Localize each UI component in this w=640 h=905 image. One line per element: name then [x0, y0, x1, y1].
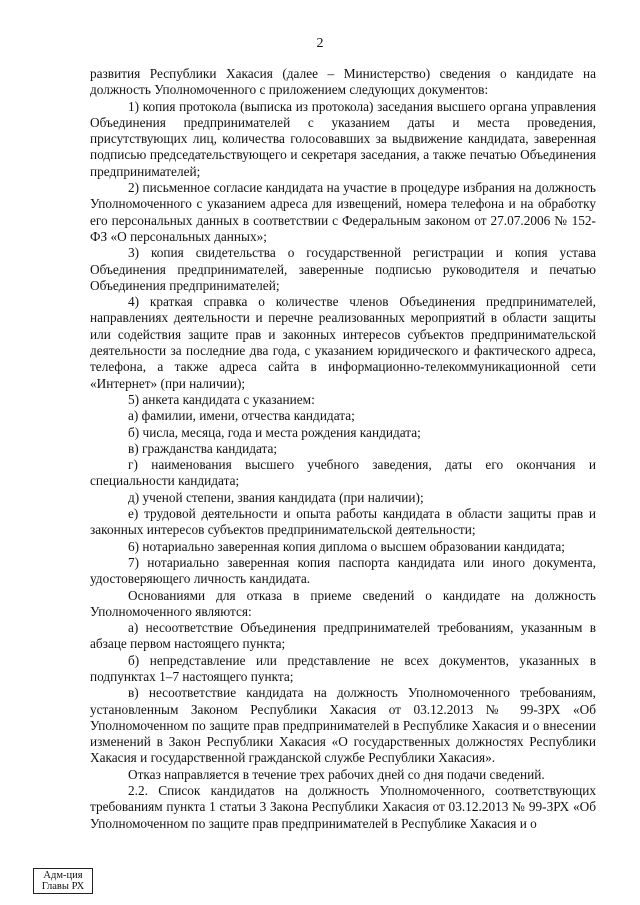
- paragraph: д) ученой степени, звания кандидата (при наличии);: [128, 489, 424, 505]
- paragraph: 6) нотариально заверенная копия диплома о высшем образовании кандидата;: [128, 538, 565, 554]
- paragraph: в) гражданства кандидата;: [128, 440, 278, 456]
- paragraph: 5) анкета кандидата с указанием:: [128, 391, 315, 407]
- paragraph: 3) копия свидетельства о государственной регистрации и копия устава Объединения предпринимателей, заверенные подписью руководителя и печатью Объединения предпринимателей;: [90, 245, 596, 293]
- paragraph: развития Республики Хакасия (далее – Министерство) сведения о кандидате на должность Уполномоченного с приложением следующих документов:: [90, 66, 596, 98]
- document-body: [90, 66, 596, 832]
- paragraph: Отказ направляется в течение трех рабочих дней со дня подачи сведений.: [128, 766, 545, 782]
- paragraph: Основаниями для отказа в приеме сведений о кандидате на должность Уполномоченного являются:: [90, 587, 596, 619]
- paragraph: б) числа, месяца, года и места рождения кандидата;: [128, 424, 421, 440]
- stamp-line-2: Главы РХ: [41, 881, 85, 892]
- stamp-line-1: Адм-ция: [43, 870, 83, 881]
- paragraph: а) несоответствие Объединения предпринимателей требованиям, указанным в абзаце первом настоящего пункта;: [90, 620, 596, 652]
- paragraph: 2) письменное согласие кандидата на участие в процедуре избрания на должность Уполномоченного с указанием адреса для извещений, номера телефона и на обработку его персональных данных в соответствии с Федеральным законом от 27.07.2006 № 152-ФЗ «О персональных данных»;: [90, 180, 596, 244]
- paragraph: 4) краткая справка о количестве членов Объединения предпринимателей, направлениях деятельности и перечне реализованных мероприятий в области защиты или содействия защите прав и законных интересов субъектов предпринимательской деятельности за последние два года, с указанием юридического и фактического адреса, телефона, а также адреса сайта в информационно-телекоммуникационной сети «Интернет» (при наличии);: [90, 294, 596, 391]
- administration-stamp: [33, 868, 93, 894]
- paragraph: 2.2. Список кандидатов на должность Уполномоченного, соответствующих требованиям пункта 1 статьи 3 Закона Республики Хакасия от 03.12.2013 № 99-ЗРХ «Об Уполномоченном по защите прав предпринимателей в Республике Хакасия и о: [90, 783, 596, 831]
- paragraph: г) наименования высшего учебного заведения, даты его окончания и специальности кандидата;: [90, 457, 596, 489]
- paragraph: е) трудовой деятельности и опыта работы кандидата в области защиты прав и законных интересов субъектов предпринимательской деятельности;: [90, 506, 596, 538]
- paragraph: а) фамилии, имени, отчества кандидата;: [128, 408, 355, 424]
- page-number: 2: [316, 36, 324, 51]
- paragraph: 7) нотариально заверенная копия паспорта кандидата или иного документа, удостоверяющего личность кандидата.: [90, 554, 596, 587]
- paragraph: б) непредставление или представление не всех документов, указанных в подпунктах 1–7 настоящего пункта;: [90, 652, 596, 684]
- paragraph: 1) копия протокола (выписка из протокола) заседания высшего органа управления Объединения предпринимателей с указанием даты и места проведения, присутствующих лиц, количества голосовавших за выдвижение кандидата, заверенная подписью председательствующего и секретаря заседания, а также печатью Объединения предпринимателей;: [90, 98, 596, 179]
- paragraph: в) несоответствие кандидата на должность Уполномоченного требованиям, установленным Законом Республики Хакасия от 03.12.2013 № 99-ЗРХ «Об Уполномоченном по защите прав предпринимателей в Республике Хакасия и о внесении изменений в Закон Республики Хакасия «О государственных должностях Республики Хакасия и государственной гражданской службе Республики Хакасия».: [90, 685, 596, 766]
